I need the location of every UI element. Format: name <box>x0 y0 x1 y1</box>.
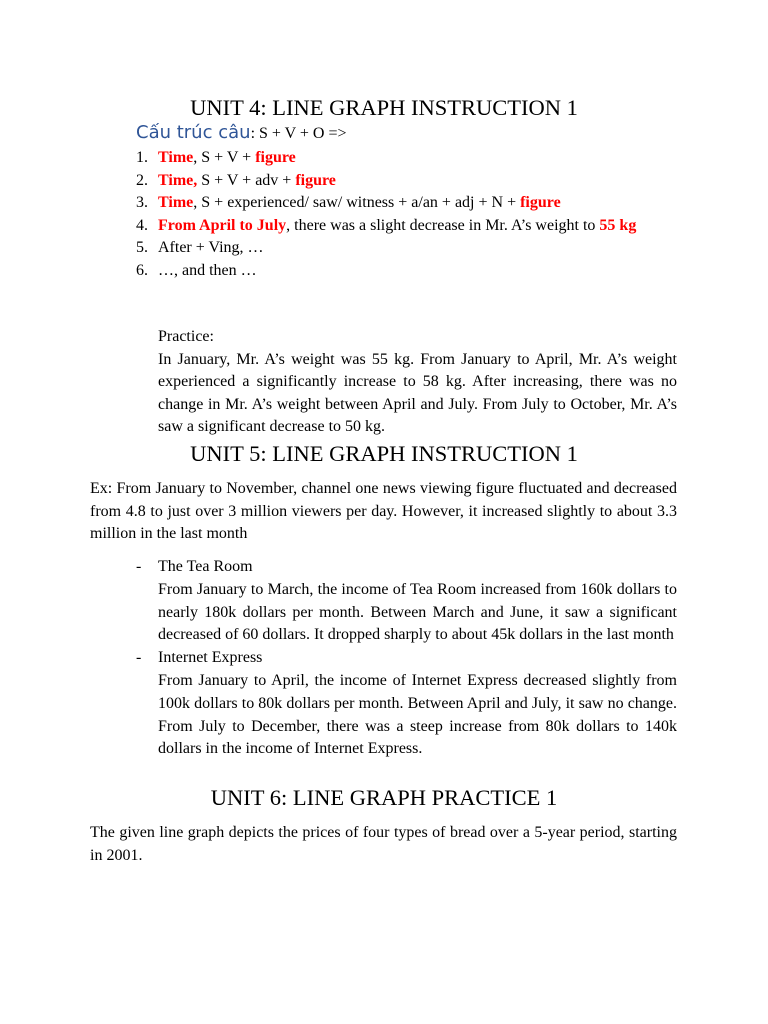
item-number: 5. <box>136 239 148 256</box>
item-highlight-end: figure <box>520 194 561 211</box>
item-highlight-end: figure <box>255 149 296 166</box>
income-list <box>136 556 677 761</box>
item-text: , there was a slight decrease in Mr. A’s weight to <box>286 216 600 234</box>
structure-heading <box>136 120 347 147</box>
unit4-title: UNIT 4: LINE GRAPH INSTRUCTION 1 <box>190 95 578 120</box>
item-name: Internet Express <box>158 649 263 667</box>
unit6-intro: The given line graph depicts the prices of four types of bread over a 5-year period, starting in 2001. <box>90 824 677 864</box>
list-item <box>136 215 681 238</box>
item-text: , S + V + <box>193 149 256 166</box>
item-highlight: Time <box>158 149 194 166</box>
item-description: From January to March, the income of Tea Room increased from 160k dollars to nearly 180k dollars per month. Between March and June, it saw a significant decreased of 60 dollars. It dropped sharply to about 45k dollars in the last month <box>158 580 677 644</box>
unit5-title: UNIT 5: LINE GRAPH INSTRUCTION 1 <box>190 441 578 466</box>
list-item <box>136 260 681 283</box>
dash-bullet: - <box>136 649 142 667</box>
item-highlight-end: 55 kg <box>599 216 637 234</box>
list-item <box>136 147 681 170</box>
practice-label: Practice: <box>158 328 214 345</box>
list-item <box>136 237 681 260</box>
item-highlight: From April to July <box>158 216 287 234</box>
item-highlight: Time <box>158 194 194 211</box>
item-text: After + Ving, … <box>158 239 264 256</box>
item-text: …, and then … <box>158 261 257 279</box>
item-description: From January to April, the income of Internet Express decreased slightly from 100k dollars to 80k dollars per month. Between April and July, it saw no change. From July to December, there was a steep increase from 80k dollars to 140k dollars in the income of Internet Express. <box>158 671 677 758</box>
item-highlight-end: figure <box>295 171 336 189</box>
structure-formula: : S + V + O => <box>250 125 347 142</box>
list-item <box>136 170 681 193</box>
item-number: 6. <box>136 261 148 279</box>
practice-text: In January, Mr. A’s weight was 55 kg. From January to April, Mr. A’s weight experienced a significantly increase to 58 kg. After increasing, there was no change in Mr. A’s weight between April and July. From July to October, Mr. A’s saw a significant decrease to 50 kg. <box>158 350 677 435</box>
structure-label: Cấu trúc câu <box>136 122 251 143</box>
item-number: 4. <box>136 216 148 234</box>
structure-list <box>136 147 681 282</box>
unit6-title: UNIT 6: LINE GRAPH PRACTICE 1 <box>210 785 558 810</box>
item-highlight: Time, <box>158 171 198 189</box>
item-text: , S + experienced/ saw/ witness + a/an + adj + N + <box>193 194 521 211</box>
item-name: The Tea Room <box>158 558 253 575</box>
item-number: 3. <box>136 194 148 211</box>
list-item <box>136 647 677 761</box>
dash-bullet: - <box>136 558 142 575</box>
item-number: 1. <box>136 149 148 166</box>
list-item <box>136 556 677 647</box>
list-item <box>136 192 681 215</box>
example-paragraph: Ex: From January to November, channel one news viewing figure fluctuated and decreased from 4.8 to just over 3 million viewers per day. However, it increased slightly to about 3.3 million in the last month <box>90 480 677 542</box>
practice-section <box>158 326 677 439</box>
item-number: 2. <box>136 171 148 189</box>
item-text: S + V + adv + <box>197 171 296 189</box>
